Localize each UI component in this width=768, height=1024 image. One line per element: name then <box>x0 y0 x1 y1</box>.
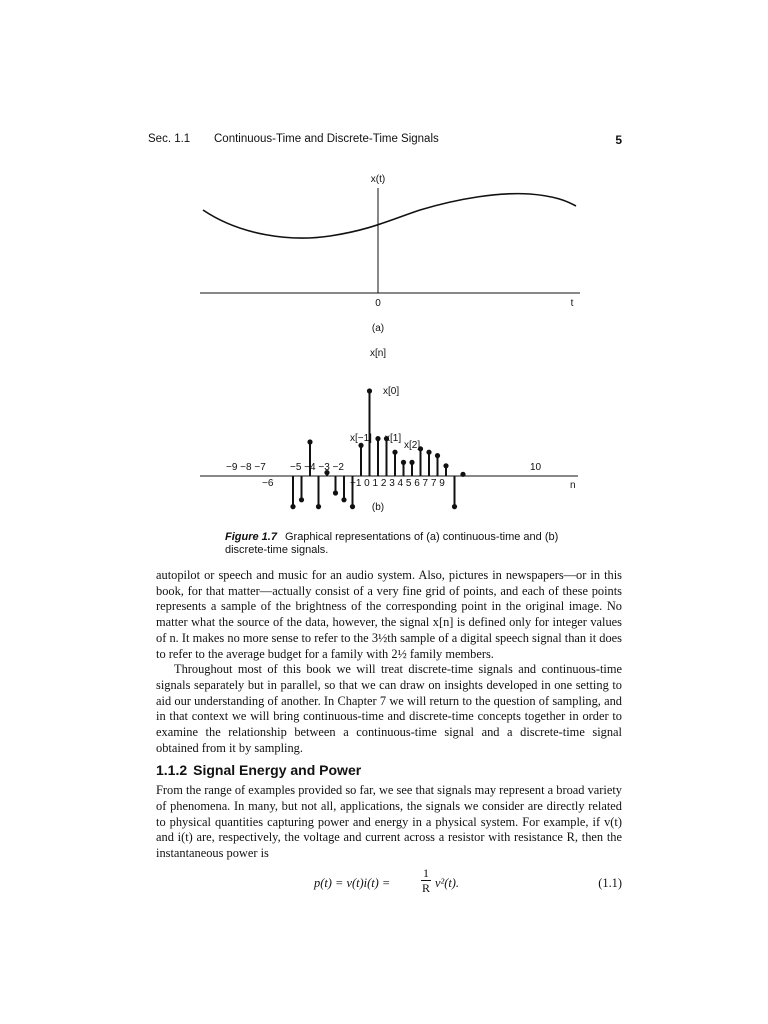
stem-point <box>460 472 465 477</box>
section-heading <box>156 763 622 779</box>
stem-point <box>443 463 448 468</box>
figure-label: Figure 1.7 <box>225 531 277 543</box>
equation-lhs: p(t) = v(t)i(t) = <box>314 875 391 890</box>
tick-labels-neg-mid: −5 −4 −3 −2 <box>290 462 344 473</box>
equation-1-1 <box>156 866 622 902</box>
n-label: n <box>570 480 576 491</box>
x2-label: x[2] <box>404 440 421 451</box>
figure-caption <box>225 531 595 557</box>
origin-label: 0 <box>375 298 381 309</box>
section-heading-number: 1.1.2 <box>156 762 188 779</box>
tick-labels-pos: −1 0 1 2 3 4 5 6 7 7 9 <box>350 478 445 489</box>
xn-label: x[n] <box>369 348 387 359</box>
stem-point <box>307 439 312 444</box>
stem-point <box>401 460 406 465</box>
figure-a-sublabel: (a) <box>371 323 385 334</box>
caption-text: Graphical representations of (a) continuous-time and (b) discrete-time signals. <box>225 531 559 556</box>
body-text <box>156 568 622 902</box>
tick-labels-neg-high: −9 −8 −7 <box>226 462 266 473</box>
tick-label-ten: 10 <box>530 462 542 473</box>
stem-point <box>290 504 295 509</box>
stem-point <box>375 436 380 441</box>
t-label: t <box>570 298 574 309</box>
stem-point <box>367 388 372 393</box>
stem-point <box>341 497 346 502</box>
stem-point <box>333 490 338 495</box>
page-number: 5 <box>615 133 622 147</box>
stem-point <box>316 504 321 509</box>
equation-number: (1.1) <box>598 875 622 890</box>
stem-point <box>409 460 414 465</box>
stem-point <box>435 453 440 458</box>
figure-b-sublabel: (b) <box>371 502 385 513</box>
xt-label: x(t) <box>370 174 386 185</box>
xm1-label: x[−1] <box>350 433 372 444</box>
stem-point <box>426 450 431 455</box>
equation-numerator: 1 <box>423 865 429 880</box>
paragraph-3: From the range of examples provided so far, we see that signals may represent a broad variety of phenomena. In many, but not all, applications, the signals we consider are directly related to physical quantities capturing power and energy in a physical system. For example, if v(t) and i(t) are, respectively, the voltage and current across a resistor with resistance R, then the instantaneous power is <box>156 783 622 860</box>
stem-group <box>290 388 465 509</box>
equation-rhs: v²(t). <box>435 875 460 890</box>
stem-point <box>350 504 355 509</box>
paragraph-2: Throughout most of this book we will treat discrete-time signals and continuous-time signals separately but in parallel, so that we can draw on insights developed in one setting to aid our understanding of another. In Chapter 7 we will return to the question of sampling, and in that context we will bring continuous-time and discrete-time concepts together in order to examine the relationship between a continuous-time signal and a discrete-time signal obtained from it by sampling. <box>156 662 622 755</box>
equation-fraction <box>421 866 431 895</box>
stem-point <box>452 504 457 509</box>
stem-point <box>299 497 304 502</box>
x0-label: x[0] <box>383 386 400 397</box>
paragraph-1: autopilot or speech and music for an audio system. Also, pictures in newspapers—or in this book, for that matter—actually consist of a very fine grid of points, and each of these points represents a sample of the brightness of the corresponding point in the original image. No matter what the source of the data, however, the signal x[n] is defined only for integer values of n. It makes no more sense to refer to the 3½th sample of a digital speech signal than it does to refer to the average budget for a family with 2½ family members. <box>156 568 622 661</box>
equation-denominator: R <box>421 880 430 895</box>
stem-point <box>392 450 397 455</box>
section-number: Sec. 1.1 <box>148 133 191 145</box>
running-title: Continuous-Time and Discrete-Time Signals <box>214 133 439 145</box>
x1-label: x[1] <box>385 433 402 444</box>
section-heading-title: Signal Energy and Power <box>193 762 362 779</box>
tick-label-neg-six: −6 <box>262 478 274 489</box>
